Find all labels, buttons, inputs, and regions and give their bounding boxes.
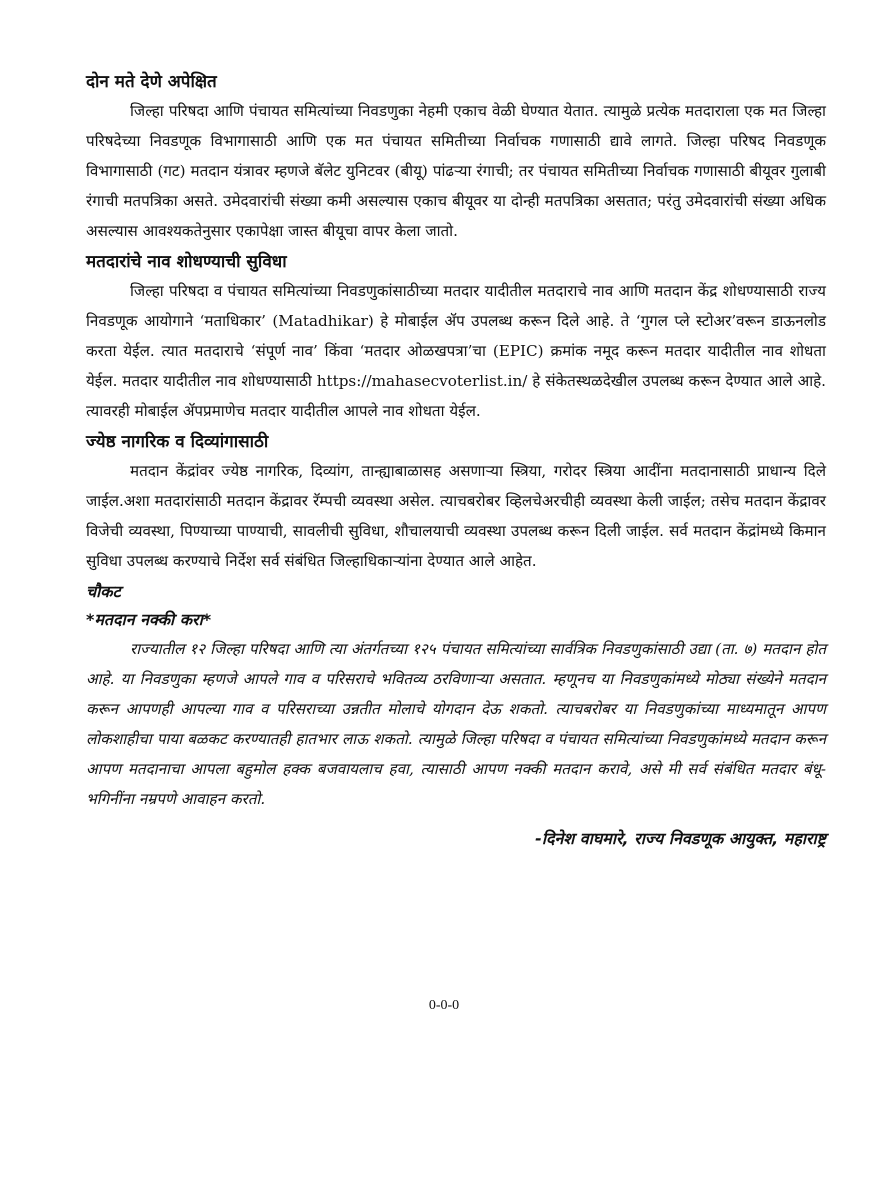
section-paragraph: मतदान केंद्रांवर ज्येष्ठ नागरिक, दिव्यांग, तान्ह्याबाळासह असणाऱ्या स्त्रिया, गरोदर स्त्रिया आदींना मतदानासाठी प्राधान्य दिले जाईल.अशा मतदारांसाठी मतदान केंद्रावर रॅम्पची व्यवस्था असेल. त्याचबरोबर व्हिलचेअरचीही व्यवस्था केली जाईल; तसेच मतदान केंद्रावर विजेची व्यवस्था, पिण्याच्या पाण्याची, सावलीची सुविधा, शौचालयाची व्यवस्था उपलब्ध करून दिली जाईल. सर्व मतदान केंद्रांमध्ये किमान सुविधा उपलब्ध करण्याचे निर्देश सर्व संबंधित जिल्हाधिकाऱ्यांना देण्यात आले आहेत.: [86, 462, 826, 570]
section-two-votes: [86, 68, 826, 246]
section-paragraph: जिल्हा परिषदा व पंचायत समित्यांच्या निवडणुकांसाठीच्या मतदार यादीतील मतदाराचे नाव आणि मतदान केंद्र शोधण्यासाठी राज्य निवडणूक आयोगाने ‘मताधिकार’ (Matadhikar) हे मोबाईल ॲप उपलब्ध करून दिले आहे. ते ‘गुगल प्ले स्टोअर’वरून डाऊनलोड करता येईल. त्यात मतदाराचे ‘संपूर्ण नाव’ किंवा ‘मतदार ओळखपत्रा’चा (EPIC) क्रमांक नमूद करून मतदार यादीतील नाव शोधता येईल. मतदार यादीतील नाव शोधण्यासाठी https://mahasecvoterlist.in/ हे संकेतस्थळदेखील उपलब्ध करून देण्यात आले आहे. त्यावरही मोबाईल ॲपप्रमाणेच मतदार यादीतील आपले नाव शोधता येईल.: [86, 282, 826, 420]
box-section: [86, 578, 826, 854]
box-label: चौकट: [86, 582, 121, 601]
box-paragraph: राज्यातील १२ जिल्हा परिषदा आणि त्या अंतर्गतच्या १२५ पंचायत समित्यांच्या सार्वत्रिक निवडणुकांसाठी उद्या (ता. ७) मतदान होत आहे. या निवडणुका म्हणजे आपले गाव व परिसराचे भवितव्य ठरविणाऱ्या असतात. म्हणूनच या निवडणुकांमध्ये मोठ्या संख्येने मतदान करून आपणही आपल्या गाव व परिसराच्या उन्नतीत मोलाचे योगदान देऊ शकतो. त्याचबरोबर या निवडणुकांच्या माध्यमातून आपण लोकशाहीचा पाया बळकट करण्यातही हातभार लाऊ शकतो. त्यामुळे जिल्हा परिषदा व पंचायत समित्यांच्या निवडणुकांमध्ये मतदान करून आपण मतदानाचा आपला बहुमोल हक्क बजवायलाच हवा, त्यासाठी आपण नक्की मतदान करावे, असे मी सर्व संबंधित मतदार बंधू- भगिनींना नम्रपणे आवाहन करतो.: [86, 640, 826, 808]
end-mark: 0-0-0: [428, 998, 460, 1013]
section-heading: दोन मते देणे अपेक्षित: [86, 72, 217, 92]
section-heading: मतदारांचे नाव शोधण्याची सुविधा: [86, 252, 287, 272]
section-voter-search: [86, 248, 826, 426]
section-paragraph: जिल्हा परिषदा आणि पंचायत समित्यांच्या निवडणुका नेहमी एकाच वेळी घेण्यात येतात. त्यामुळे प्रत्येक मतदाराला एक मत जिल्हा परिषदेच्या निवडणूक विभागासाठी आणि एक मत पंचायत समितीच्या निर्वाचक गणासाठी द्यावे लागते. जिल्हा परिषद निवडणूक विभागासाठी (गट) मतदान यंत्रावर म्हणजे बॅलेट युनिटवर (बीयू) पांढऱ्या रंगाची; तर पंचायत समितीच्या निर्वाचक गणासाठी बीयूवर गुलाबी रंगाची मतपत्रिका असते. उमेदवारांची संख्या कमी असल्यास एकाच बीयूवर या दोन्ही मतपत्रिका असतात; परंतु उमेदवारांची संख्या अधिक असल्यास आवश्यकतेनुसार एकापेक्षा जास्त बीयूचा वापर केला जातो.: [86, 102, 826, 240]
signature: -दिनेश वाघमारे, राज्य निवडणूक आयुक्त, महाराष्ट्र: [535, 829, 826, 848]
section-senior-disabled: [86, 428, 826, 576]
section-heading: ज्येष्ठ नागरिक व दिव्यांगासाठी: [86, 432, 269, 452]
document-page: [86, 68, 826, 854]
box-title: *मतदान नक्की करा*: [86, 610, 212, 629]
